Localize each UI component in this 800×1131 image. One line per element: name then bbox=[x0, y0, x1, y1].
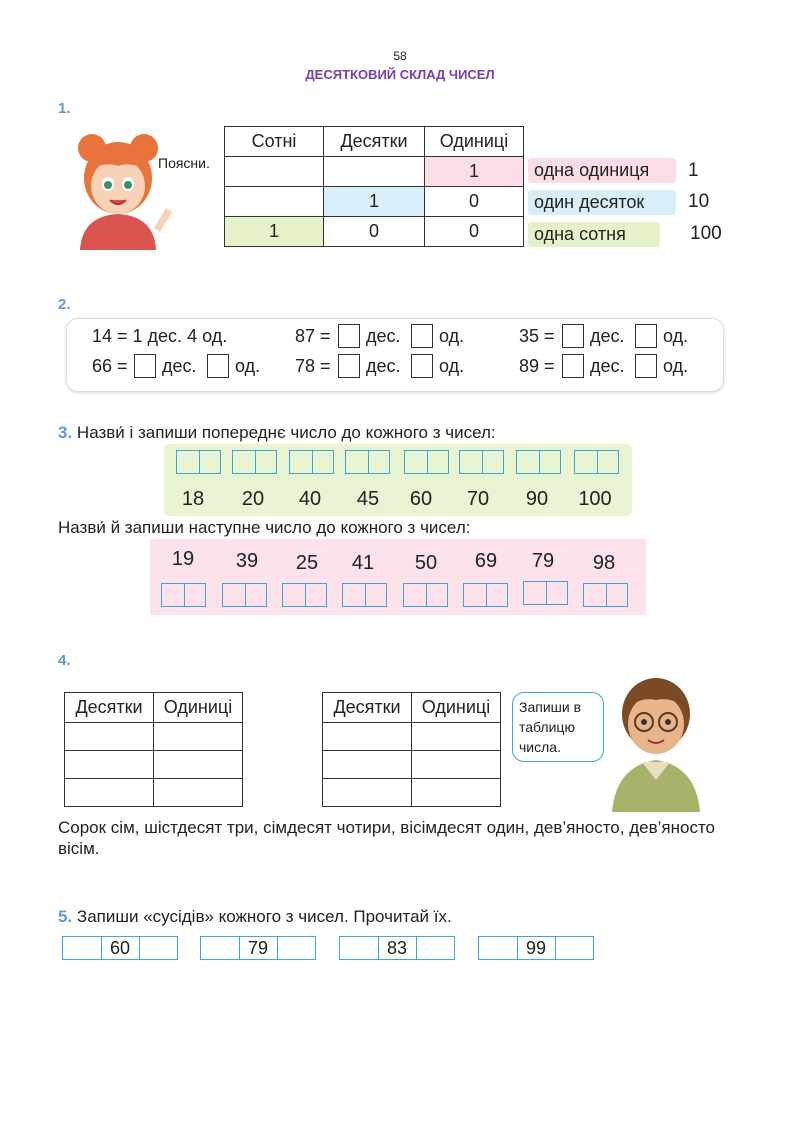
tens-ones-table-1 bbox=[64, 692, 243, 807]
answer-cells[interactable] bbox=[282, 583, 327, 607]
cell[interactable] bbox=[154, 751, 243, 779]
cell[interactable] bbox=[154, 723, 243, 751]
answer-cells[interactable] bbox=[342, 583, 387, 607]
number: 79 bbox=[531, 550, 555, 572]
expr-number: 87 = bbox=[295, 326, 331, 346]
task3-instruction-2: Назви́ й запиши наступне число до кожного з чисел: bbox=[58, 518, 471, 537]
cell[interactable] bbox=[65, 779, 154, 807]
answer-box[interactable] bbox=[134, 354, 156, 378]
ones-label: од. bbox=[439, 326, 465, 346]
answer-cells[interactable] bbox=[222, 583, 267, 607]
cell[interactable] bbox=[65, 723, 154, 751]
cell bbox=[225, 187, 324, 217]
task5-number: 5. bbox=[58, 907, 73, 926]
tens-label: дес. bbox=[590, 326, 625, 346]
answer-box[interactable] bbox=[207, 354, 229, 378]
number: 99 bbox=[525, 938, 547, 958]
cell[interactable] bbox=[412, 751, 501, 779]
task4-number: 4. bbox=[58, 652, 71, 669]
cell[interactable] bbox=[323, 751, 412, 779]
header-ones: Одиниці bbox=[425, 127, 524, 157]
cell: 0 bbox=[425, 187, 524, 217]
tens-label: дес. bbox=[162, 356, 197, 376]
answer-box[interactable] bbox=[562, 324, 584, 348]
task2-number: 2. bbox=[58, 296, 71, 313]
ones-label: од. bbox=[439, 356, 465, 376]
number: 100 bbox=[578, 488, 612, 510]
speech-bubble: Запиши в таблицю числа. bbox=[512, 692, 604, 762]
expr-number: 35 = bbox=[519, 326, 555, 346]
number: 79 bbox=[247, 938, 269, 958]
answer-cells[interactable] bbox=[403, 583, 448, 607]
answer-cells[interactable] bbox=[404, 450, 449, 474]
answer-box[interactable] bbox=[411, 354, 433, 378]
number: 40 bbox=[298, 488, 322, 510]
cell[interactable] bbox=[323, 779, 412, 807]
task5-instruction bbox=[58, 907, 452, 927]
number: 60 bbox=[409, 488, 433, 510]
cell[interactable] bbox=[154, 779, 243, 807]
ones-label: од. bbox=[663, 356, 689, 376]
answer-cells[interactable] bbox=[289, 450, 334, 474]
answer-cells[interactable] bbox=[459, 450, 504, 474]
number: 90 bbox=[525, 488, 549, 510]
number: 39 bbox=[235, 550, 259, 572]
answer-box[interactable] bbox=[635, 324, 657, 348]
expr-number: 66 = bbox=[92, 356, 128, 376]
header-tens: Десятки bbox=[65, 693, 154, 723]
answer-box[interactable] bbox=[635, 354, 657, 378]
task3-instruction-1 bbox=[58, 423, 496, 443]
number: 25 bbox=[295, 552, 319, 574]
place-value-table bbox=[224, 126, 524, 247]
tens-label: дес. bbox=[590, 356, 625, 376]
value-1: 1 bbox=[688, 160, 699, 181]
ones-label: од. bbox=[663, 326, 689, 346]
explain-label: Поясни. bbox=[158, 155, 210, 171]
number: 69 bbox=[474, 550, 498, 572]
header-ones: Одиниці bbox=[412, 693, 501, 723]
number: 20 bbox=[241, 488, 265, 510]
answer-box[interactable] bbox=[562, 354, 584, 378]
neighbor-cells[interactable] bbox=[62, 936, 178, 960]
ones-label: од. bbox=[235, 356, 261, 376]
tens-ones-table-2 bbox=[322, 692, 501, 807]
cell[interactable] bbox=[323, 723, 412, 751]
answer-cells[interactable] bbox=[232, 450, 277, 474]
answer-cells[interactable] bbox=[345, 450, 390, 474]
number: 98 bbox=[592, 552, 616, 574]
header-ones: Одиниці bbox=[154, 693, 243, 723]
header-hundreds: Сотні bbox=[225, 127, 324, 157]
number: 19 bbox=[171, 548, 195, 570]
page-number: 58 bbox=[393, 49, 407, 63]
answer-cells[interactable] bbox=[176, 450, 221, 474]
value-10: 10 bbox=[688, 191, 710, 212]
tens-label: дес. bbox=[366, 326, 401, 346]
header-tens: Десятки bbox=[324, 127, 425, 157]
neighbor-cells[interactable] bbox=[339, 936, 455, 960]
number: 18 bbox=[181, 488, 205, 510]
label-one-ten: один десяток bbox=[528, 190, 676, 215]
answer-cells[interactable] bbox=[161, 583, 206, 607]
label-one-hundred: одна сотня bbox=[528, 222, 660, 247]
label-one-unit: одна одиниця bbox=[528, 158, 676, 183]
cell: 1 bbox=[425, 157, 524, 187]
tens-label: дес. bbox=[366, 356, 401, 376]
header-tens: Десятки bbox=[323, 693, 412, 723]
answer-box[interactable] bbox=[411, 324, 433, 348]
number: 83 bbox=[386, 938, 408, 958]
neighbor-cells[interactable] bbox=[478, 936, 594, 960]
task5-text: Запиши «сусідів» кожного з чисел. Прочитай їх. bbox=[76, 907, 452, 926]
expr-number: 89 = bbox=[519, 356, 555, 376]
cell bbox=[225, 157, 324, 187]
cell: 1 bbox=[324, 187, 425, 217]
task4-numbers-text: Сорок сім, шістдесят три, сімдесят чотири, вісімдесят один, дев’яносто, дев’яносто вісім. bbox=[58, 818, 715, 858]
value-100: 100 bbox=[690, 223, 722, 244]
cell[interactable] bbox=[412, 723, 501, 751]
cell[interactable] bbox=[412, 779, 501, 807]
cell bbox=[324, 157, 425, 187]
page-title: ДЕСЯТКОВИЙ СКЛАД ЧИСЕЛ bbox=[305, 67, 495, 82]
girl-illustration bbox=[68, 128, 176, 250]
answer-cells[interactable] bbox=[583, 583, 628, 607]
answer-cells[interactable] bbox=[574, 450, 619, 474]
expr-number: 78 = bbox=[295, 356, 331, 376]
answer-box[interactable] bbox=[338, 354, 360, 378]
cell: 0 bbox=[324, 217, 425, 247]
number: 41 bbox=[351, 552, 375, 574]
answer-cells[interactable] bbox=[463, 583, 508, 607]
answer-cells[interactable] bbox=[523, 581, 568, 605]
task3-number: 3. bbox=[58, 423, 73, 442]
number: 70 bbox=[466, 488, 490, 510]
cell[interactable] bbox=[65, 751, 154, 779]
neighbor-cells[interactable] bbox=[200, 936, 316, 960]
answer-cells[interactable] bbox=[516, 450, 561, 474]
boy-illustration bbox=[606, 670, 706, 812]
answer-box[interactable] bbox=[338, 324, 360, 348]
cell: 0 bbox=[425, 217, 524, 247]
example-text: 14 = 1 дес. 4 од. bbox=[92, 326, 228, 346]
number: 50 bbox=[414, 552, 438, 574]
task1-number: 1. bbox=[58, 100, 71, 117]
number: 60 bbox=[109, 938, 131, 958]
cell: 1 bbox=[225, 217, 324, 247]
number: 45 bbox=[356, 488, 380, 510]
task3-text1: Назви́ і запиши попереднє число до кожного з чисел: bbox=[76, 423, 496, 442]
